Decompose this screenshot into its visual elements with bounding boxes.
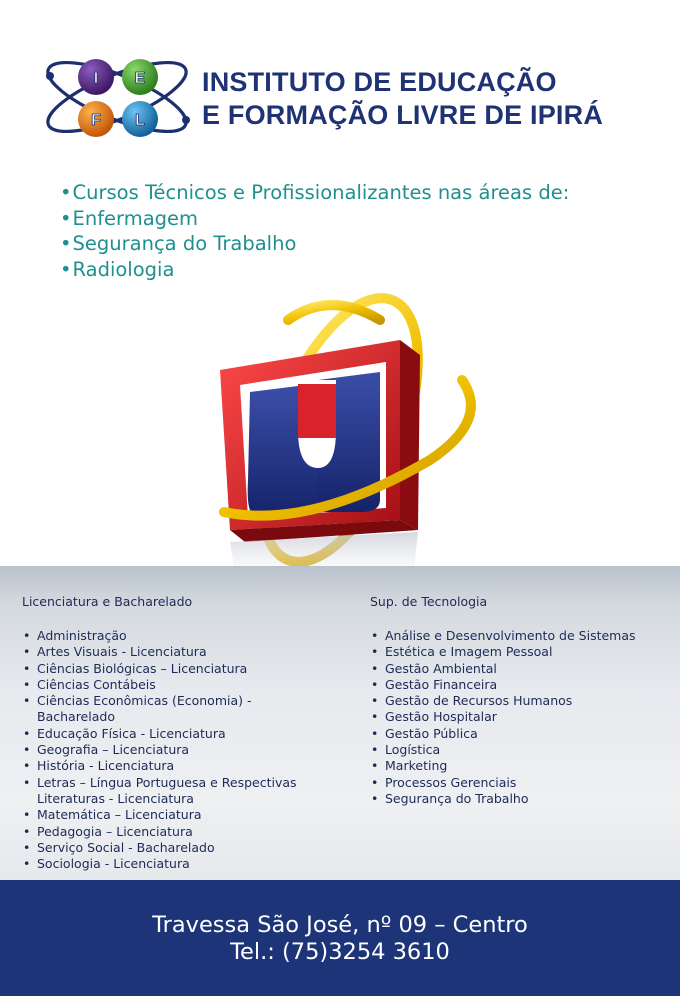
list-item: • Ciências Contábeis <box>22 677 342 693</box>
list-item: • Gestão de Recursos Humanos <box>370 693 670 709</box>
licenciatura-heading: Licenciatura e Bacharelado <box>22 594 193 609</box>
institute-name <box>202 66 603 132</box>
list-item: • Estética e Imagem Pessoal <box>370 644 670 660</box>
list-item: • Ciências Biológicas – Licenciatura <box>22 661 342 677</box>
list-item: • Segurança do Trabalho <box>370 791 670 807</box>
course-enfermagem: • Enfermagem <box>60 206 569 232</box>
course-seguranca-trabalho: • Segurança do Trabalho <box>60 231 569 257</box>
contact-footer <box>0 880 680 996</box>
logo-letter-f: F <box>91 112 101 129</box>
list-item: • Serviço Social - Bacharelado <box>22 840 342 856</box>
list-item: • Geografia – Licenciatura <box>22 742 342 758</box>
list-item: • Letras – Língua Portuguesa e Respectivas Literaturas - Licenciatura <box>22 775 342 808</box>
tecnologia-column <box>370 594 670 807</box>
list-item: • Sociologia - Licenciatura <box>22 856 342 872</box>
phone-text: Tel.: (75)3254 3610 <box>230 939 450 965</box>
list-item: • Marketing <box>370 758 670 774</box>
list-item: • Educação Física - Licenciatura <box>22 726 342 742</box>
course-radiologia: • Radiologia <box>60 257 569 283</box>
institute-name-line-2: E FORMAÇÃO LIVRE DE IPIRÁ <box>202 100 604 130</box>
list-item: • Logística <box>370 742 670 758</box>
logo-letter-i: I <box>93 70 99 87</box>
licenciatura-column <box>22 594 342 872</box>
list-item: • Artes Visuais - Licenciatura <box>22 644 342 660</box>
technical-courses-list <box>60 180 569 282</box>
list-item: • Gestão Financeira <box>370 677 670 693</box>
list-item: • Ciências Econômicas (Economia) - Bacharelado <box>22 693 342 726</box>
list-item: • História - Licenciatura <box>22 758 342 774</box>
institute-name-line-1: INSTITUTO DE EDUCAÇÃO <box>202 67 557 97</box>
technical-courses-intro: • Cursos Técnicos e Profissionalizantes nas áreas de: <box>60 180 569 206</box>
list-item: • Processos Gerenciais <box>370 775 670 791</box>
list-item: • Administração <box>22 628 342 644</box>
licenciatura-list <box>22 628 342 872</box>
logo-letter-l: L <box>135 112 145 129</box>
institute-logo-icon <box>38 42 196 152</box>
list-item: • Gestão Pública <box>370 726 670 742</box>
list-item: • Gestão Hospitalar <box>370 709 670 725</box>
emblem-3d-logo-icon <box>190 280 490 590</box>
tecnologia-list <box>370 628 670 807</box>
list-item: • Pedagogia – Licenciatura <box>22 824 342 840</box>
address-text: Travessa São José, nº 09 – Centro <box>152 912 528 938</box>
tecnologia-heading: Sup. de Tecnologia <box>370 594 488 609</box>
list-item: • Análise e Desenvolvimento de Sistemas <box>370 628 670 644</box>
courses-panel <box>0 566 680 880</box>
logo-letter-e: E <box>134 70 146 87</box>
list-item: • Matemática – Licenciatura <box>22 807 342 823</box>
list-item: • Gestão Ambiental <box>370 661 670 677</box>
